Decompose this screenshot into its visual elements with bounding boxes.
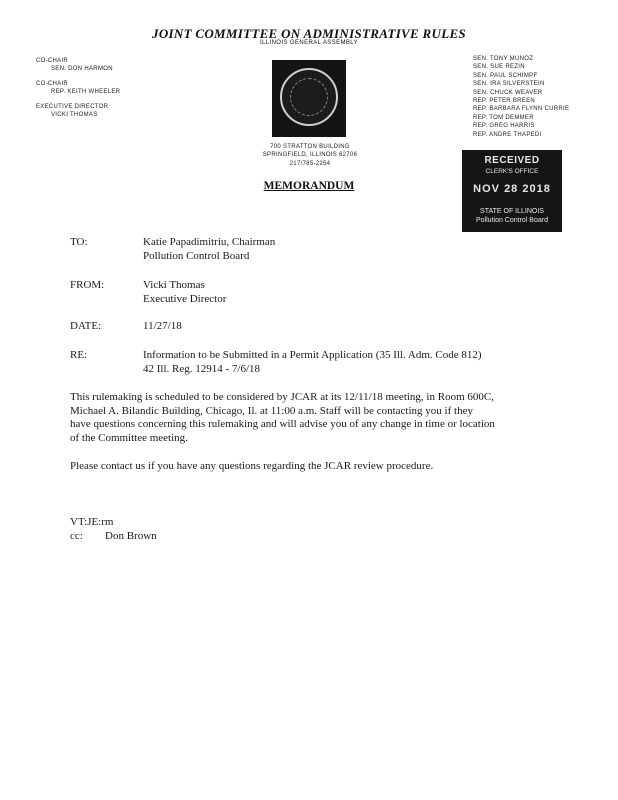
stamp-date: NOV 28 2018 [473, 183, 551, 195]
executive-director-name: VICKI THOMAS [51, 112, 98, 119]
to-organization: Pollution Control Board [143, 249, 250, 262]
state-seal-image [272, 60, 346, 137]
member-name: SEN. IRA SILVERSTEIN [473, 81, 545, 88]
executive-director-label: EXECUTIVE DIRECTOR [36, 103, 109, 110]
member-name: SEN. TONY MUNOZ [473, 56, 534, 62]
address-line: 700 STRATTON BUILDING [270, 144, 350, 150]
member-name: REP. PETER BREEN [473, 98, 536, 105]
from-sender [143, 279, 226, 306]
to-name: Katie Papadimitriu, Chairman [143, 236, 276, 248]
member-name: REP. BARBARA FLYNN CURRIE [473, 106, 570, 113]
cc-recipient: Don Brown [105, 530, 157, 542]
stamp-office: CLERK'S OFFICE [485, 168, 539, 175]
reference-initials: VT:JE:rm [70, 516, 114, 528]
memo-title: MEMORANDUM [263, 180, 355, 192]
from-label: FROM: [70, 279, 105, 291]
date-value: 11/27/18 [143, 320, 182, 332]
cc-label: cc: [70, 530, 83, 542]
re-label: RE: [70, 349, 88, 361]
paragraph-line: This rulemaking is scheduled to be considered by JCAR at its 12/11/18 meeting, in Room 600C, [70, 391, 494, 403]
member-name: REP. ANDRE THAPEDI [473, 131, 542, 138]
paragraph-line: have questions concerning this rulemaking and will advise you of any change in time or location [70, 418, 495, 430]
paragraph-line: of the Committee meeting. [70, 431, 188, 444]
paragraph-line: Michael A. Bilandic Building, Chicago, Il. at 11:00 a.m. Staff will be contacting you if they [70, 404, 473, 417]
member-name: REP. TOM DEMMER [473, 114, 534, 121]
address-line: SPRINGFIELD, ILLINOIS 62706 [262, 152, 358, 159]
member-name: SEN. SUE REZIN [473, 64, 525, 71]
committee-address [250, 143, 370, 168]
date-label: DATE: [70, 320, 102, 332]
re-subject [143, 349, 482, 376]
member-name: REP. GREG HARRIS [473, 123, 535, 130]
phone-number: 217/785-2254 [289, 160, 331, 167]
committee-title: JOINT COMMITTEE ON ADMINISTRATIVE RULES [152, 26, 466, 41]
stamp-board: Pollution Control Board [476, 217, 548, 224]
cochair-name: SEN. DON HARMON [51, 66, 113, 73]
re-line: 42 Ill. Reg. 12914 - 7/6/18 [143, 362, 261, 375]
member-name: SEN. CHUCK WEAVER [473, 89, 543, 96]
seal-ring-icon [280, 68, 338, 126]
member-name: SEN. PAUL SCHIMPF [473, 72, 538, 79]
cochair-name: REP. KEITH WHEELER [51, 89, 121, 96]
to-label: TO: [70, 236, 88, 248]
stamp-state: STATE OF ILLINOIS [480, 208, 544, 215]
contact-paragraph: Please contact us if you have any questions regarding the JCAR review procedure. [70, 460, 434, 472]
officers-block [36, 57, 120, 119]
from-name: Vicki Thomas [143, 279, 205, 291]
re-line: Information to be Submitted in a Permit Application (35 Ill. Adm. Code 812) [143, 349, 482, 361]
memo-paragraph [70, 391, 550, 445]
cochair-label: CO-CHAIR [36, 58, 69, 64]
members-list [473, 55, 569, 139]
cochair-label: CO-CHAIR [36, 80, 69, 87]
to-recipient [143, 236, 275, 263]
committee-subtitle: ILLINOIS GENERAL ASSEMBLY [259, 40, 359, 46]
from-title: Executive Director [143, 292, 227, 305]
stamp-received: RECEIVED [484, 155, 540, 166]
